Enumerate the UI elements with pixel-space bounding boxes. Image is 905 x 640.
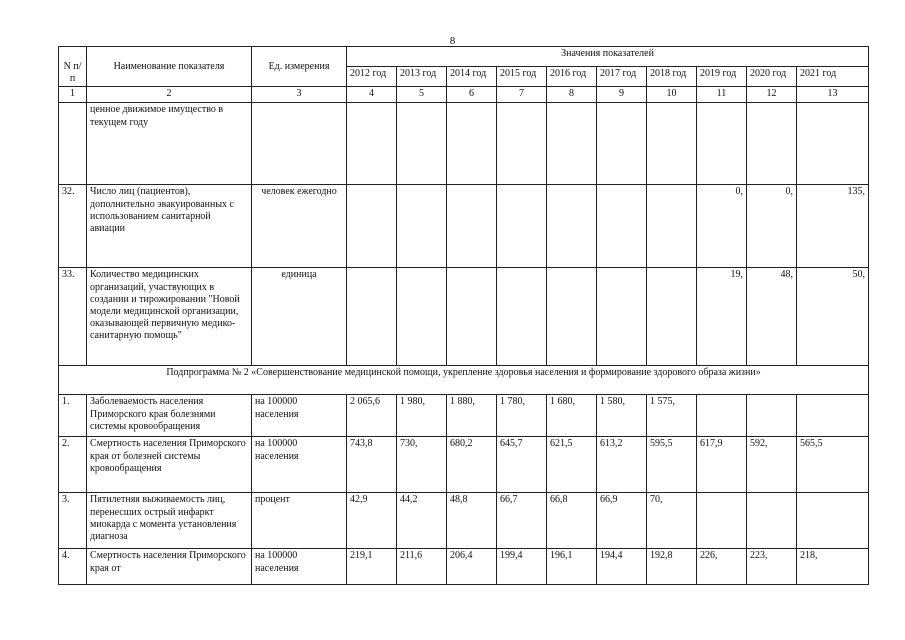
column-number: 10 [647,87,697,103]
unit-cell: на 100000 населения [252,549,347,585]
value-cell: 565,5 [797,437,869,493]
value-cell [797,103,869,185]
row-number: 3. [59,493,87,549]
unit-cell: процент [252,493,347,549]
value-cell [497,103,547,185]
header-unit: Ед. измерения [252,47,347,87]
value-cell [597,103,647,185]
indicators-table [58,46,869,585]
column-number: 1 [59,87,87,103]
rows-bottom [59,395,869,585]
column-number: 11 [697,87,747,103]
unit-cell: единица [252,268,347,366]
value-cell: 621,5 [547,437,597,493]
subprogram-row [59,366,869,395]
indicator-name: Смертность населения Приморского края от [87,549,252,585]
value-cell [647,103,697,185]
unit-cell: человек ежегодно [252,185,347,268]
value-cell: 199,4 [497,549,547,585]
unit-cell: на 100000 населения [252,395,347,437]
column-number: 8 [547,87,597,103]
table-row [59,395,869,437]
value-cell: 194,4 [597,549,647,585]
value-cell [347,185,397,268]
indicator-name: Смертность населения Приморского края от болезней системы кровообращения [87,437,252,493]
value-cell [447,268,497,366]
column-number: 6 [447,87,497,103]
value-cell: 66,7 [497,493,547,549]
value-cell: 1 780, [497,395,547,437]
value-cell: 595,5 [647,437,697,493]
header-row-1 [59,47,869,67]
value-cell: 645,7 [497,437,547,493]
value-cell: 66,9 [597,493,647,549]
value-cell: 48, [747,268,797,366]
row-number: 4. [59,549,87,585]
value-cell [797,395,869,437]
column-numbers-row [59,87,869,103]
page-number: 8 [449,35,456,47]
value-cell: 70, [647,493,697,549]
header-year: 2017 год [597,67,647,87]
header-year: 2021 год [797,67,869,87]
value-cell [447,185,497,268]
indicator-name: Число лиц (пациентов), дополнительно эвакуированных с использованием санитарной авиации [87,185,252,268]
value-cell: 50, [797,268,869,366]
unit-cell [252,103,347,185]
value-cell: 1 580, [597,395,647,437]
value-cell: 19, [697,268,747,366]
unit-cell: на 100000 населения [252,437,347,493]
value-cell: 743,8 [347,437,397,493]
column-number: 7 [497,87,547,103]
value-cell: 48,8 [447,493,497,549]
column-number: 5 [397,87,447,103]
value-cell: 0, [747,185,797,268]
value-cell [347,103,397,185]
value-cell [797,493,869,549]
value-cell: 211,6 [397,549,447,585]
value-cell: 44,2 [397,493,447,549]
header-values: Значения показателей [347,47,869,67]
value-cell: 66,8 [547,493,597,549]
value-cell: 730, [397,437,447,493]
value-cell [447,103,497,185]
value-cell [497,185,547,268]
row-number: 2. [59,437,87,493]
header-year: 2012 год [347,67,397,87]
value-cell [697,103,747,185]
column-number: 3 [252,87,347,103]
value-cell: 1 880, [447,395,497,437]
column-number: 13 [797,87,869,103]
row-number: 32. [59,185,87,268]
value-cell: 680,2 [447,437,497,493]
indicator-name: Количество медицинских организаций, участвующих в создании и тирожировании "Новой модели медицинской организации, оказывающей первичную медико-санитарную помощь" [87,268,252,366]
indicator-name: Заболеваемость населения Приморского края болезнями системы кровообращения [87,395,252,437]
value-cell [747,103,797,185]
value-cell: 219,1 [347,549,397,585]
row-number: 33. [59,268,87,366]
value-cell: 196,1 [547,549,597,585]
header-year: 2016 год [547,67,597,87]
table-row [59,268,869,366]
value-cell [497,268,547,366]
value-cell: 223, [747,549,797,585]
value-cell: 0, [697,185,747,268]
row-number [59,103,87,185]
value-cell [597,185,647,268]
header-year: 2013 год [397,67,447,87]
value-cell: 218, [797,549,869,585]
row-number: 1. [59,395,87,437]
value-cell: 1 980, [397,395,447,437]
value-cell: 206,4 [447,549,497,585]
value-cell [697,395,747,437]
value-cell: 135, [797,185,869,268]
header-n: N п/п [59,47,87,87]
value-cell: 192,8 [647,549,697,585]
table-row [59,185,869,268]
value-cell: 1 575, [647,395,697,437]
value-cell [547,268,597,366]
table-row [59,549,869,585]
value-cell: 617,9 [697,437,747,493]
value-cell [647,268,697,366]
subprogram-title: Подпрограмма № 2 «Совершенствование медицинской помощи, укрепление здоровья населения и формирование здорового образа жизни» [59,366,869,395]
header-year: 2020 год [747,67,797,87]
value-cell: 42,9 [347,493,397,549]
header-name: Наименование показателя [87,47,252,87]
value-cell: 613,2 [597,437,647,493]
indicator-name: ценное движимое имущество в текущем году [87,103,252,185]
header-year: 2018 год [647,67,697,87]
value-cell [697,493,747,549]
value-cell [397,268,447,366]
value-cell [547,185,597,268]
rows-top [59,103,869,366]
column-number: 2 [87,87,252,103]
value-cell: 592, [747,437,797,493]
value-cell [597,268,647,366]
value-cell [747,395,797,437]
table-row [59,103,869,185]
value-cell: 2 065,6 [347,395,397,437]
header-year: 2015 год [497,67,547,87]
value-cell: 226, [697,549,747,585]
column-number: 9 [597,87,647,103]
value-cell [647,185,697,268]
table-row [59,493,869,549]
header-year: 2014 год [447,67,497,87]
indicator-name: Пятилетняя выживаемость лиц, перенесших острый инфаркт миокарда с момента установления диагноза [87,493,252,549]
value-cell [747,493,797,549]
column-number: 4 [347,87,397,103]
value-cell [347,268,397,366]
value-cell [397,103,447,185]
header-year: 2019 год [697,67,747,87]
column-number: 12 [747,87,797,103]
value-cell: 1 680, [547,395,597,437]
value-cell [397,185,447,268]
table-row [59,437,869,493]
value-cell [547,103,597,185]
